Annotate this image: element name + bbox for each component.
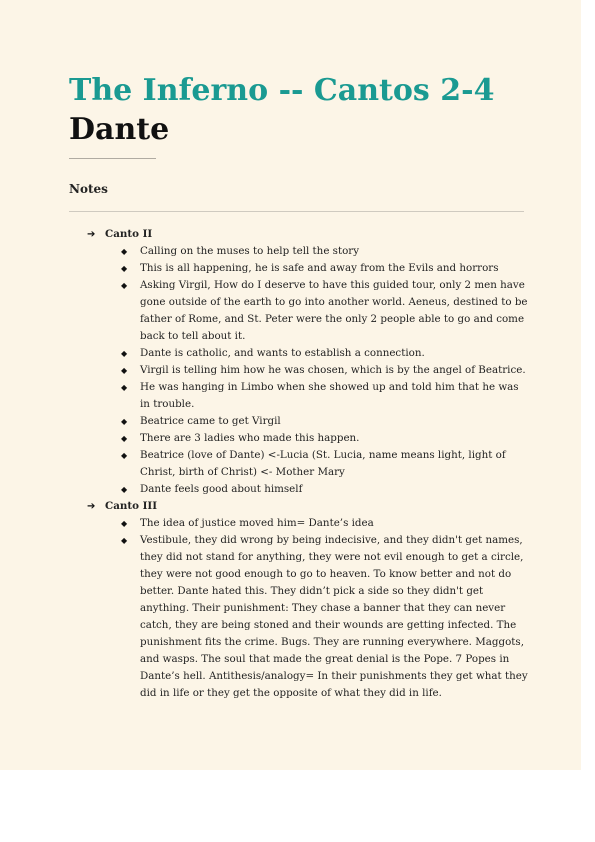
document-title: The Inferno -- Cantos 2-4	[69, 73, 495, 108]
list-item	[121, 413, 530, 430]
diamond-bullet-icon: ◆	[121, 451, 128, 460]
diamond-bullet-icon: ◆	[121, 281, 128, 290]
bullet-list	[85, 243, 530, 498]
list-item-text: Beatrice (love of Dante) <-Lucia (St. Lucia, name means light, light of Christ, birth of Christ) <- Mother Mary	[140, 449, 506, 478]
canto-section	[85, 226, 530, 498]
list-item-text: This is all happening, he is safe and away from the Evils and horrors	[140, 262, 499, 274]
list-item	[121, 430, 530, 447]
list-item-text: There are 3 ladies who made this happen.	[140, 432, 360, 444]
notes-heading: Notes	[69, 182, 108, 196]
list-item-text: Calling on the muses to help tell the story	[140, 245, 360, 257]
bullet-list	[85, 515, 530, 702]
arrow-right-icon: ➔	[87, 501, 96, 512]
list-item	[121, 243, 530, 260]
list-item	[121, 515, 530, 532]
diamond-bullet-icon: ◆	[121, 434, 128, 443]
diamond-bullet-icon: ◆	[121, 366, 128, 375]
list-item-text: Beatrice came to get Virgil	[140, 415, 281, 427]
list-item-text: Asking Virgil, How do I deserve to have this guided tour, only 2 men have gone outside of the earth to go into another world. Aeneus, destined to be father of Rome, and St. Peter were the only 2 people able to go and come back to tell about it.	[140, 279, 528, 342]
diamond-bullet-icon: ◆	[121, 247, 128, 256]
document-author: Dante	[69, 112, 170, 147]
list-item-text: Dante feels good about himself	[140, 483, 303, 495]
list-item	[121, 277, 530, 345]
list-item	[121, 532, 530, 702]
notes-body	[85, 226, 530, 702]
diamond-bullet-icon: ◆	[121, 349, 128, 358]
diamond-bullet-icon: ◆	[121, 485, 128, 494]
list-item	[121, 447, 530, 481]
diamond-bullet-icon: ◆	[121, 417, 128, 426]
arrow-right-icon: ➔	[87, 229, 96, 240]
list-item	[121, 345, 530, 362]
list-item	[121, 481, 530, 498]
notes-divider	[69, 211, 524, 212]
list-item	[121, 260, 530, 277]
list-item-text: Virgil is telling him how he was chosen, which is by the angel of Beatrice.	[140, 364, 526, 376]
title-divider	[69, 158, 156, 159]
section-label: Canto II	[105, 228, 153, 240]
diamond-bullet-icon: ◆	[121, 383, 128, 392]
list-item-text: The idea of justice moved him= Dante’s idea	[140, 517, 374, 529]
list-item-text: Dante is catholic, and wants to establish a connection.	[140, 347, 425, 359]
list-item	[121, 362, 530, 379]
section-heading	[85, 226, 530, 243]
list-item	[121, 379, 530, 413]
section-heading	[85, 498, 530, 515]
diamond-bullet-icon: ◆	[121, 519, 128, 528]
diamond-bullet-icon: ◆	[121, 536, 128, 545]
canto-section	[85, 498, 530, 702]
diamond-bullet-icon: ◆	[121, 264, 128, 273]
list-item-text: He was hanging in Limbo when she showed up and told him that he was in trouble.	[140, 381, 519, 410]
list-item-text: Vestibule, they did wrong by being indecisive, and they didn't get names, they did not stand for anything, they were not evil enough to get a circle, they were not good enough to go to heaven. To know better and not do better. Dante hated this. They didn’t pick a side so they didn't get anything. Their punishment: They chase a banner that they can never catch, they are being stoned and their wounds are getting infected. The punishment fits the crime. Bugs. They are running everywhere. Maggots, and wasps. The soul that made the great denial is the Pope. 7 Popes in Dante’s hell. Antithesis/analogy= In their punishments they get what they did in life or they get the opposite of what they did in life.	[140, 534, 528, 699]
section-label: Canto III	[105, 500, 158, 512]
